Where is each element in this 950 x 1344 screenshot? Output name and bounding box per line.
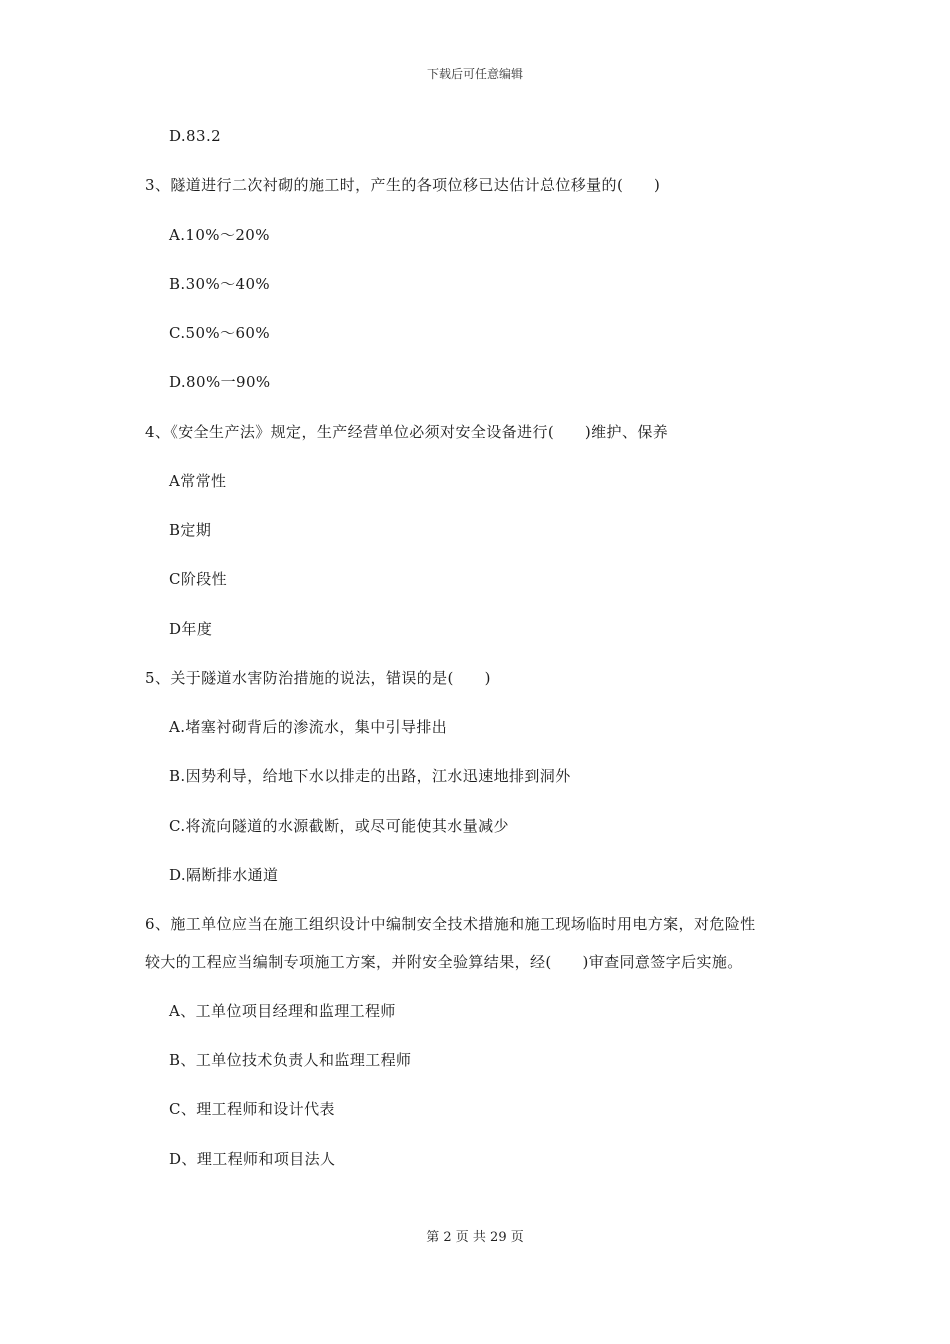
question-5-option-b: B.因势利导，给地下水以排走的出路，江水迅速地排到洞外 [169, 767, 571, 785]
question-6-option-d: D、理工程师和项目法人 [169, 1150, 336, 1168]
question-5-stem: 5、关于隧道水害防治措施的说法，错误的是( ) [145, 669, 491, 687]
question-4-option-b: B定期 [169, 521, 212, 539]
question-3-option-d: D.80%一90% [169, 373, 271, 391]
question-6-option-a: A、工单位项目经理和监理工程师 [169, 1002, 396, 1020]
question-3-option-a: A.10%～20% [169, 226, 270, 244]
question-6-stem-line-2: 较大的工程应当编制专项施工方案，并附安全验算结果，经( )审查同意签字后实施。 [145, 953, 743, 971]
question-5-option-c: C.将流向隧道的水源截断，或尽可能使其水量减少 [169, 817, 509, 835]
prev-question-option-d: D.83.2 [169, 127, 222, 145]
question-6-stem-line-1: 6、施工单位应当在施工组织设计中编制安全技术措施和施工现场临时用电方案，对危险性 [145, 915, 756, 933]
question-3-stem: 3、隧道进行二次衬砌的施工时，产生的各项位移已达估计总位移量的( ) [145, 176, 661, 194]
question-4-option-a: A常常性 [169, 472, 227, 490]
question-3-option-b: B.30%～40% [169, 275, 271, 293]
question-3-option-c: C.50%～60% [169, 324, 270, 342]
question-6-option-c: C、理工程师和设计代表 [169, 1100, 335, 1118]
question-4-stem: 4、《安全生产法》规定，生产经营单位必须对安全设备进行( )维护、保养 [145, 423, 669, 441]
question-5-option-d: D.隔断排水通道 [169, 866, 279, 884]
question-4-option-d: D年度 [169, 620, 213, 638]
question-6-option-b: B、工单位技术负责人和监理工程师 [169, 1051, 412, 1069]
page-header: 下载后可任意编辑 [426, 67, 523, 81]
page-number-footer: 第 2 页 共 29 页 [426, 1230, 524, 1245]
question-4-option-c: C阶段性 [169, 570, 228, 588]
question-5-option-a: A.堵塞衬砌背后的渗流水，集中引导排出 [169, 718, 448, 736]
